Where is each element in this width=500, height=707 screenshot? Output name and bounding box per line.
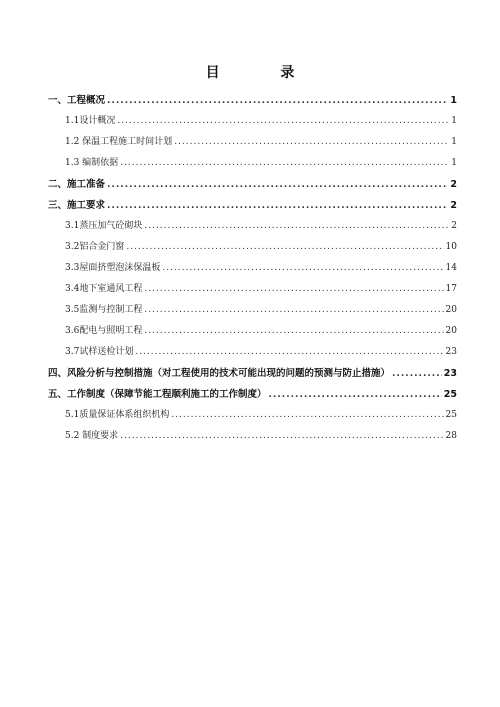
toc-page-number: 17 bbox=[445, 284, 457, 294]
dot-leader bbox=[174, 137, 449, 147]
dot-leader bbox=[392, 369, 442, 379]
toc-page-number: 10 bbox=[445, 242, 457, 252]
toc-page-number: 23 bbox=[445, 347, 457, 357]
toc-entry[interactable] bbox=[48, 260, 457, 281]
dot-leader bbox=[126, 242, 443, 252]
toc-entry[interactable] bbox=[48, 323, 457, 344]
toc-entry-label: 3.4地下室通风工程 bbox=[65, 284, 143, 294]
toc-entry-label: 1.3 编制依据 bbox=[65, 158, 119, 168]
toc-entry[interactable] bbox=[48, 386, 457, 407]
toc-entry-label: 四、风险分析与控制措施（对工程使用的技术可能出现的问题的预测与防止措施） bbox=[48, 368, 391, 379]
toc-entry-label: 二、施工准备 bbox=[48, 179, 106, 190]
toc-page-number: 1 bbox=[451, 116, 457, 126]
toc-entry[interactable] bbox=[48, 407, 457, 428]
dot-leader bbox=[144, 326, 443, 336]
toc-entry-label: 三、施工要求 bbox=[48, 200, 106, 211]
toc-entry-label: 3.6配电与照明工程 bbox=[65, 326, 143, 336]
toc-page-number: 2 bbox=[451, 221, 457, 231]
dot-leader bbox=[162, 263, 443, 273]
table-of-contents bbox=[48, 92, 457, 449]
toc-entry[interactable] bbox=[48, 239, 457, 260]
dot-leader bbox=[120, 431, 443, 441]
dot-leader bbox=[144, 305, 443, 315]
toc-page-number: 2 bbox=[450, 200, 457, 211]
toc-page-number: 2 bbox=[450, 179, 457, 190]
dot-leader bbox=[107, 180, 448, 190]
toc-entry-label: 5.2 制度要求 bbox=[65, 431, 119, 441]
toc-entry[interactable] bbox=[48, 218, 457, 239]
toc-page-number: 20 bbox=[445, 305, 457, 315]
toc-entry-label: 3.3屋面挤塑泡沫保温板 bbox=[65, 263, 161, 273]
toc-entry[interactable] bbox=[48, 134, 457, 155]
toc-entry-label: 5.1质量保证体系组织机构 bbox=[65, 410, 170, 420]
toc-page-number: 25 bbox=[445, 410, 457, 420]
toc-page-number: 25 bbox=[443, 389, 457, 400]
toc-entry[interactable] bbox=[48, 344, 457, 365]
toc-entry-label: 1.2 保温工程施工时间计划 bbox=[65, 137, 173, 147]
page-title: 目 录 bbox=[205, 65, 323, 81]
toc-entry-label: 1.1设计概况 bbox=[65, 116, 116, 126]
toc-entry[interactable] bbox=[48, 113, 457, 134]
toc-entry-label: 一、工程概况 bbox=[48, 95, 106, 106]
toc-entry-label: 3.7试样送检计划 bbox=[65, 347, 134, 357]
dot-leader bbox=[171, 410, 443, 420]
toc-entry[interactable] bbox=[48, 365, 457, 386]
toc-page-number: 1 bbox=[450, 95, 457, 106]
dot-leader bbox=[269, 390, 442, 400]
dot-leader bbox=[107, 96, 448, 106]
toc-page-number: 1 bbox=[451, 137, 457, 147]
toc-entry[interactable] bbox=[48, 197, 457, 218]
toc-page-number: 20 bbox=[445, 326, 457, 336]
dot-leader bbox=[120, 158, 449, 168]
dot-leader bbox=[144, 284, 443, 294]
toc-page-number: 23 bbox=[443, 368, 457, 379]
toc-entry-label: 3.2铝合金门窗 bbox=[65, 242, 125, 252]
toc-page-number: 14 bbox=[445, 263, 457, 273]
dot-leader bbox=[107, 201, 448, 211]
toc-entry[interactable] bbox=[48, 155, 457, 176]
toc-entry-label: 3.5监测与控制工程 bbox=[65, 305, 143, 315]
toc-entry-label: 五、工作制度（保障节能工程顺利施工的工作制度） bbox=[48, 389, 267, 400]
toc-page-number: 1 bbox=[451, 158, 457, 168]
toc-entry[interactable] bbox=[48, 428, 457, 449]
toc-entry[interactable] bbox=[48, 92, 457, 113]
toc-entry[interactable] bbox=[48, 176, 457, 197]
toc-entry[interactable] bbox=[48, 302, 457, 323]
dot-leader bbox=[117, 116, 449, 126]
toc-entry[interactable] bbox=[48, 281, 457, 302]
toc-page-number: 28 bbox=[445, 431, 457, 441]
dot-leader bbox=[144, 221, 449, 231]
toc-entry-label: 3.1蒸压加气砼砌块 bbox=[65, 221, 143, 231]
dot-leader bbox=[135, 347, 443, 357]
